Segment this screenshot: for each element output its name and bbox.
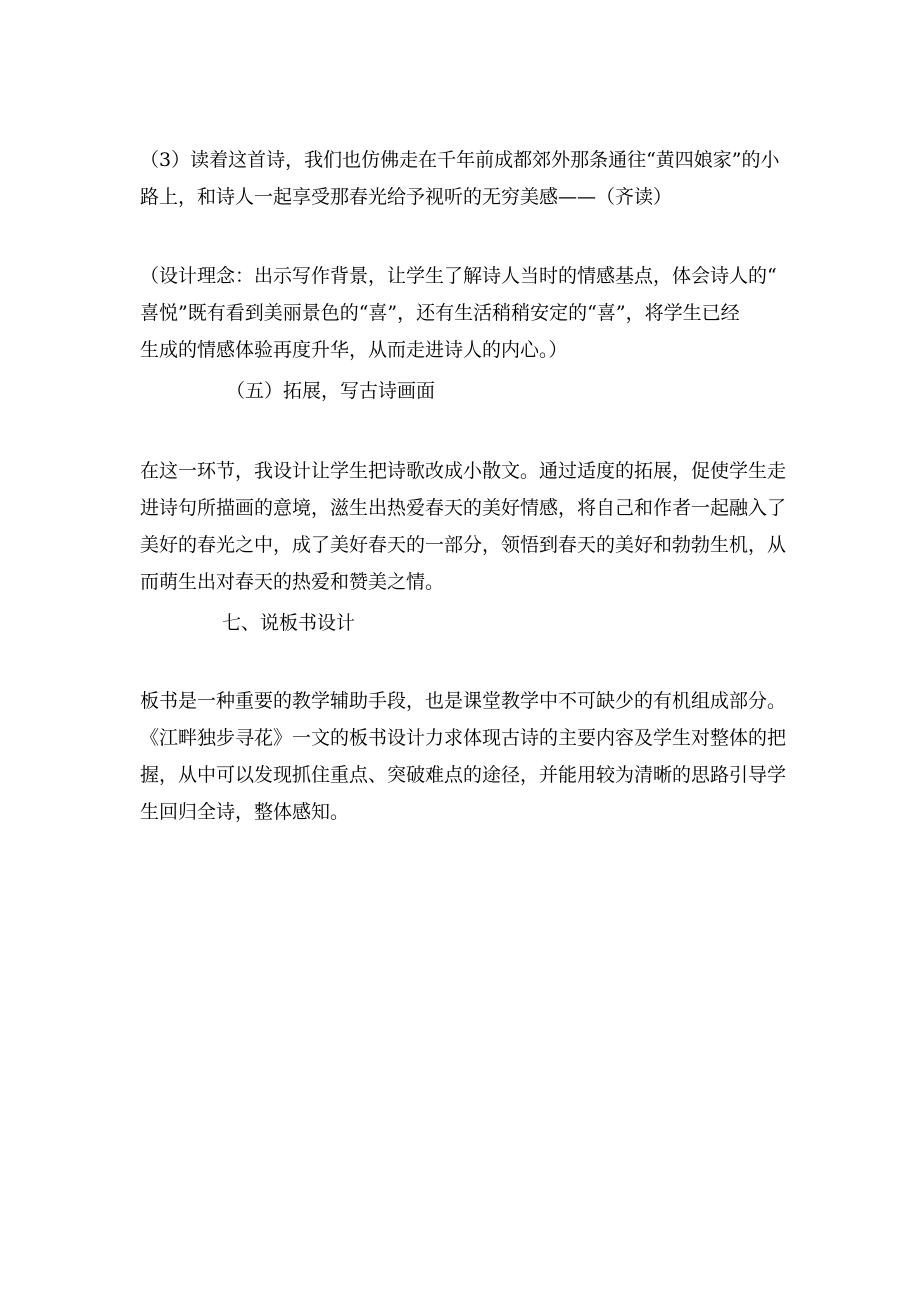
design-concept-paragraph (140, 258, 785, 369)
paragraph-line: 《江畔独步寻花》一文的板书设计力求体现古诗的主要内容及学生对整体的把 (140, 727, 787, 749)
paragraph-line: 喜悦”既有看到美丽景色的“喜”，还有生活稍稍安定的“喜”，将学生已经 (140, 302, 740, 324)
paragraph-line: （设计理念：出示写作背景，让学生了解诗人当时的情感基点，体会诗人的“ (140, 265, 777, 287)
paragraph-line: 生成的情感体验再度升华，从而走进诗人的内心。） (140, 339, 568, 361)
paragraph-line: 进诗句所描画的意境，滋生出热爱春天的美好情感，将自己和作者一起融入了 (140, 497, 787, 519)
paragraph-line: 握，从中可以发现抓住重点、突破难点的途径，并能用较为清晰的思路引导学 (140, 764, 787, 786)
paragraph-line: 生回归全诗，整体感知。 (140, 801, 350, 823)
paragraph-line: 美好的春光之中，成了美好春天的一部分，领悟到春天的美好和勃勃生机，从 (140, 534, 787, 556)
paragraph-line: 在这一环节，我设计让学生把诗歌改成小散文。通过适度的拓展，促使学生走 (140, 460, 787, 482)
paragraph-line: 板书是一种重要的教学辅助手段，也是课堂教学中不可缺少的有机组成部分。 (140, 690, 787, 712)
board-design-heading: 七、说板书设计 (222, 612, 356, 634)
board-design-paragraph (140, 683, 785, 831)
extension-paragraph (140, 453, 785, 601)
reading-paragraph (140, 142, 785, 216)
paragraph-line: 路上，和诗人一起享受那春光给予视听的无穷美感——（齐读） (140, 186, 673, 208)
extension-heading: （五）拓展，写古诗画面 (226, 380, 436, 402)
paragraph-line: （3）读着这首诗，我们也仿佛走在千年前成都郊外那条通往“黄四娘家”的小 (140, 149, 780, 171)
paragraph-line: 而萌生出对春天的热爱和赞美之情。 (140, 571, 445, 593)
